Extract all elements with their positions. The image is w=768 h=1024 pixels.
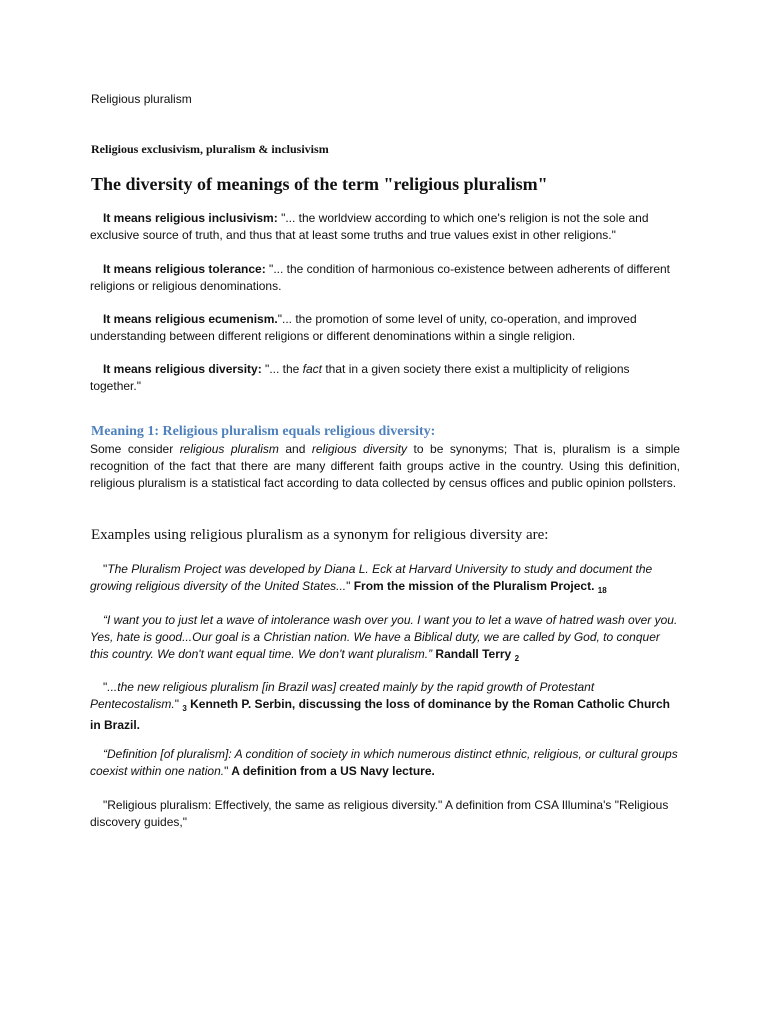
document-label: Religious pluralism	[91, 92, 192, 106]
footnote-ref: 18	[597, 586, 607, 595]
meaning-1-paragraph	[90, 441, 680, 492]
meaning-lead: It means religious ecumenism.	[103, 312, 278, 326]
quote-text: "Religious pluralism: Effectively, the same as religious diversity."	[103, 798, 443, 812]
term-religious-pluralism: religious pluralism	[179, 442, 279, 456]
quote-mark: "	[103, 680, 108, 694]
meaning-text: "... the promotion of some level of unity, co-operation, and improved understanding between different religions or different denominations within a single religion.	[90, 312, 637, 343]
meaning-text: "... the condition of harmonious co-existence between adherents of different religions or religious denominations.	[90, 262, 671, 293]
document-subtitle: Religious exclusivism, pluralism & inclusivism	[91, 142, 329, 156]
meaning-lead: It means religious tolerance:	[103, 262, 266, 276]
example-quote-pluralism-project	[90, 561, 680, 599]
meaning-emphasis: fact	[302, 362, 323, 376]
meaning-item-ecumenism	[90, 311, 680, 345]
quote-text: ...the new religious pluralism [in Brazil was] created mainly by the rapid growth of Protestant Pentecostalism.	[90, 680, 595, 711]
paragraph-text: and	[278, 442, 312, 456]
quote-source: A definition from a US Navy lecture.	[228, 764, 435, 778]
quote-mark: "	[224, 764, 229, 778]
quote-source: A definition from CSA Illumina's "Religious discovery guides,"	[90, 798, 669, 829]
meaning-lead: It means religious inclusivism:	[103, 211, 278, 225]
footnote-ref: 2	[514, 654, 520, 663]
meaning-text-after: that in a given society there exist a multiplicity of religions together."	[90, 362, 630, 393]
quote-mark: "	[103, 562, 108, 576]
paragraph-text: to be synonyms; That is, pluralism is a simple recognition of the fact that there are many different faith groups active in the country. Using this definition, religious pluralism is a statistical fact according to data collected by census offices and public opinion pollsters.	[90, 442, 680, 490]
paragraph-text: Some consider	[90, 442, 180, 456]
meaning-item-inclusivism	[90, 210, 680, 244]
example-quote-serbin	[90, 679, 680, 734]
term-religious-diversity: religious diversity	[311, 442, 408, 456]
meaning-text: "... the worldview according to which one's religion is not the sole and exclusive source of truth, and thus that at least some truths and true values exist in other religions."	[90, 211, 649, 242]
quote-text: “I want you to just let a wave of intolerance wash over you. I want you to let a wave of hatred wash over you. Yes, hate is good...Our goal is a Christian nation. We have a Biblical duty, we are called by God, to conquer this country. We don't want equal time. We don't want pluralism.”	[90, 613, 678, 661]
quote-source: From the mission of the Pluralism Project.	[350, 579, 595, 593]
quote-mark: "	[346, 579, 351, 593]
footnote-ref: 3	[182, 704, 187, 713]
example-quote-navy-lecture	[90, 746, 680, 780]
page-title: The diversity of meanings of the term "religious pluralism"	[91, 174, 548, 194]
quote-mark: "	[174, 697, 179, 711]
meaning-item-tolerance	[90, 261, 680, 295]
quote-text: “Definition [of pluralism]: A condition of society in which numerous distinct ethnic, religious, or cultural groups coexist within one nation.	[90, 747, 678, 778]
meaning-lead: It means religious diversity:	[103, 362, 262, 376]
quote-text: The Pluralism Project was developed by Diana L. Eck at Harvard University to study and document the growing religious diversity of the United States...	[90, 562, 653, 593]
meaning-text-before: "... the	[261, 362, 303, 376]
section-heading-meaning-1: Meaning 1: Religious pluralism equals religious diversity:	[91, 424, 436, 439]
example-quote-csa-illumina	[90, 797, 680, 831]
meaning-item-diversity	[90, 361, 680, 395]
quote-source: Kenneth P. Serbin, discussing the loss of dominance by the Roman Catholic Church in Brazil.	[90, 697, 670, 732]
example-quote-randall-terry	[90, 612, 680, 667]
quote-source: Randall Terry	[432, 647, 512, 661]
examples-intro: Examples using religious pluralism as a synonym for religious diversity are:	[91, 527, 549, 543]
